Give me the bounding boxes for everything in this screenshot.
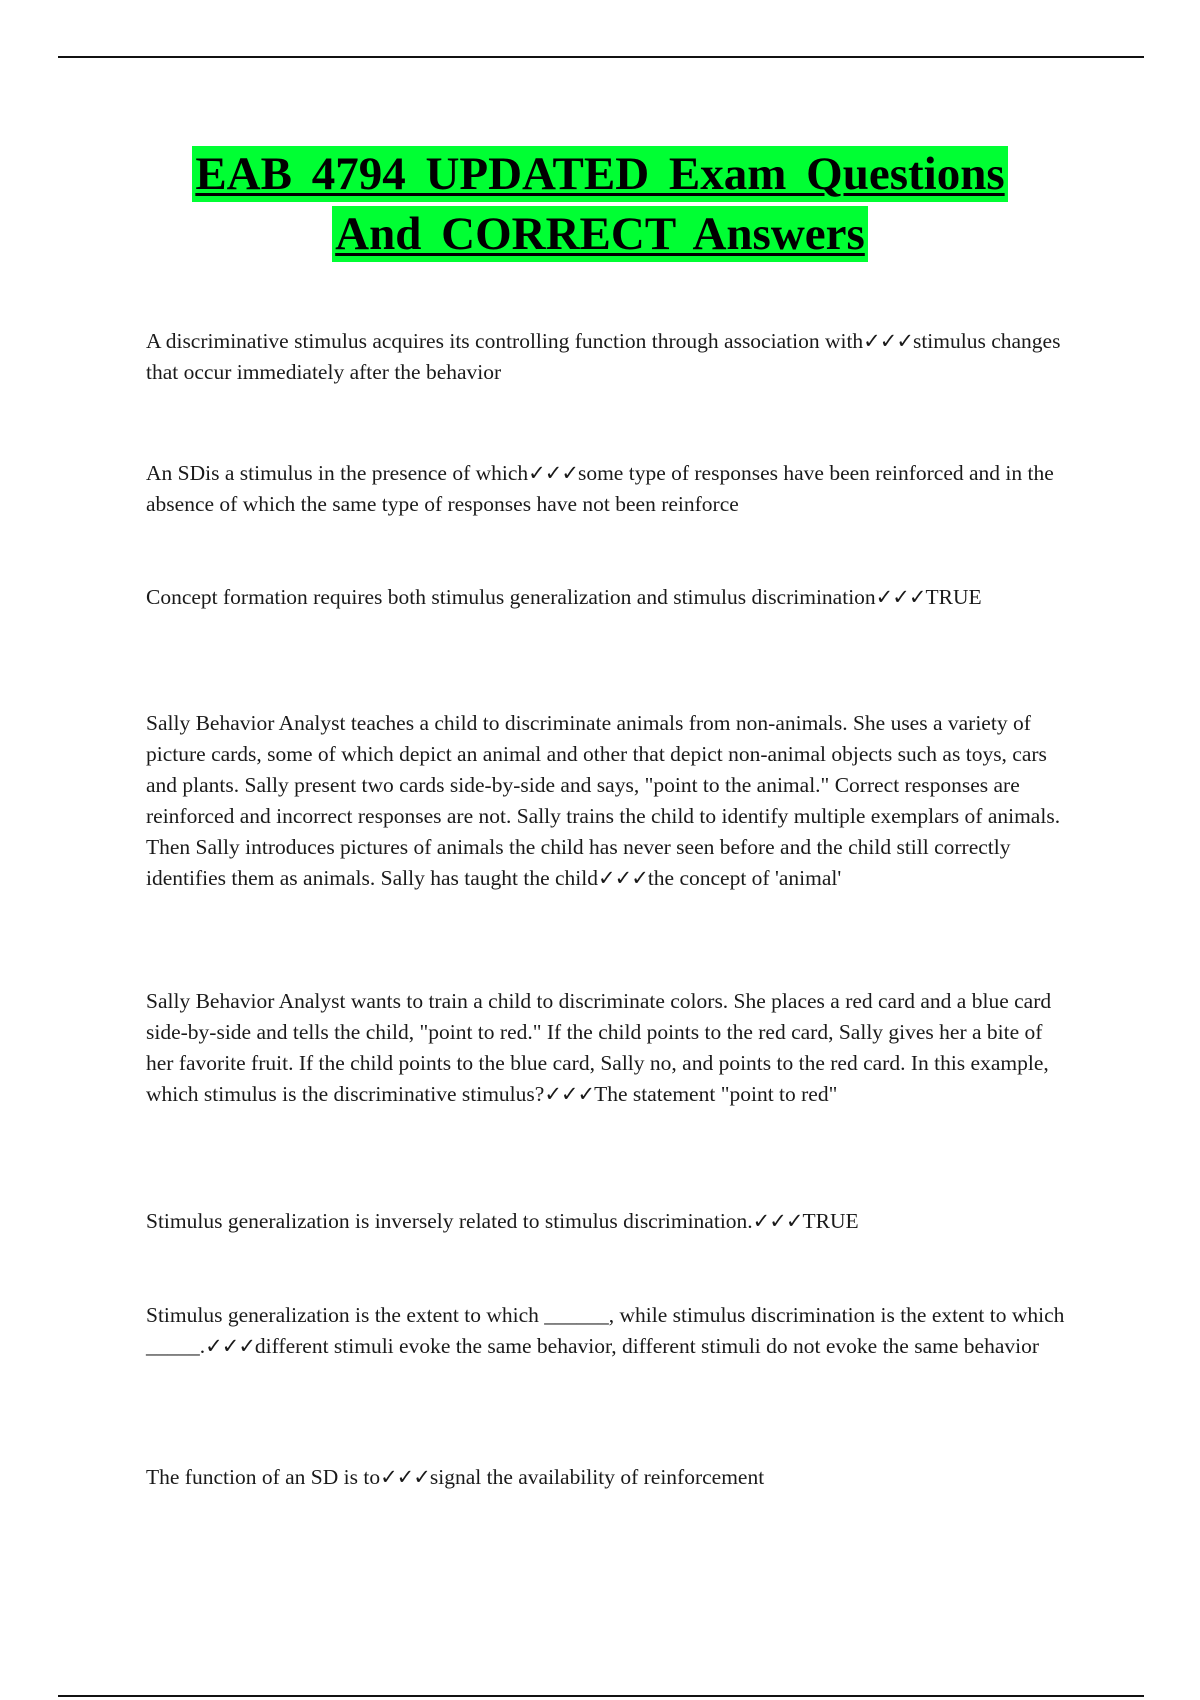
question-text: Concept formation requires both stimulus generalization and stimulus discrimination bbox=[146, 585, 876, 609]
title-line-2: And CORRECT Answers bbox=[332, 206, 868, 262]
question-text: Sally Behavior Analyst wants to train a child to discriminate colors. She places a red card and a blue card side-by-side and tells the child, "point to red." If the child points to the red card, Sally gives her a bite of her favorite fruit. If the child points to the blue card, Sally no, and points to the red card. In this example, which stimulus is the discriminative stimulus? bbox=[146, 989, 1052, 1106]
question-text: A discriminative stimulus acquires its controlling function through association with bbox=[146, 329, 864, 353]
question-text: Sally Behavior Analyst teaches a child to discriminate animals from non-animals. She uses a variety of picture cards, some of which depict an animal and other that depict non-animal objects such as toys, cars and plants. Sally present two cards side-by-side and says, "point to the animal." Correct responses are reinforced and incorrect responses are not. Sally trains the child to identify multiple exemplars of animals. Then Sally introduces pictures of animals the child has never seen before and the child still correctly identifies them as animals. Sally has taught the child bbox=[146, 711, 1061, 890]
question-text: The function of an SD is to bbox=[146, 1465, 381, 1489]
answer-text: stimulus changes that occur immediately after the behavior bbox=[146, 329, 1061, 384]
checkmark-icon: ✓✓✓ bbox=[528, 461, 578, 485]
checkmark-icon: ✓✓✓ bbox=[380, 1465, 430, 1489]
question-text: Stimulus generalization is the extent to which ______, while stimulus discrimination is the extent to which _____. bbox=[146, 1303, 1065, 1358]
answer-text: TRUE bbox=[925, 585, 982, 609]
title-line-1: EAB 4794 UPDATED Exam Questions bbox=[192, 146, 1007, 202]
qa-item-5 bbox=[146, 986, 1066, 1110]
qa-item-3 bbox=[146, 582, 1066, 613]
checkmark-icon: ✓✓✓ bbox=[598, 866, 648, 890]
answer-text: TRUE bbox=[802, 1209, 859, 1233]
document-title bbox=[0, 146, 1200, 266]
checkmark-icon: ✓✓✓ bbox=[875, 585, 926, 609]
checkmark-icon: ✓✓✓ bbox=[863, 329, 913, 353]
qa-item-1 bbox=[146, 326, 1066, 388]
question-text: Stimulus generalization is inversely related to stimulus discrimination. bbox=[146, 1209, 753, 1233]
answer-text: different stimuli evoke the same behavior, different stimuli do not evoke the same behavior bbox=[254, 1334, 1039, 1358]
bottom-rule bbox=[58, 1695, 1144, 1697]
qa-item-2 bbox=[146, 458, 1066, 520]
question-text: An SDis a stimulus in the presence of which bbox=[146, 461, 529, 485]
checkmark-icon: ✓✓✓ bbox=[544, 1082, 595, 1106]
qa-item-8 bbox=[146, 1462, 1066, 1493]
qa-item-4 bbox=[146, 708, 1066, 894]
checkmark-icon: ✓✓✓ bbox=[752, 1209, 803, 1233]
answer-text: The statement "point to red" bbox=[594, 1082, 838, 1106]
qa-item-7 bbox=[146, 1300, 1066, 1362]
qa-item-6 bbox=[146, 1206, 1066, 1237]
answer-text: the concept of 'animal' bbox=[647, 866, 842, 890]
top-rule bbox=[58, 56, 1144, 58]
answer-text: signal the availability of reinforcement bbox=[429, 1465, 765, 1489]
checkmark-icon: ✓✓✓ bbox=[205, 1334, 255, 1358]
answer-text: some type of responses have been reinforced and in the absence of which the same type of responses have not been reinforce bbox=[146, 461, 1054, 516]
